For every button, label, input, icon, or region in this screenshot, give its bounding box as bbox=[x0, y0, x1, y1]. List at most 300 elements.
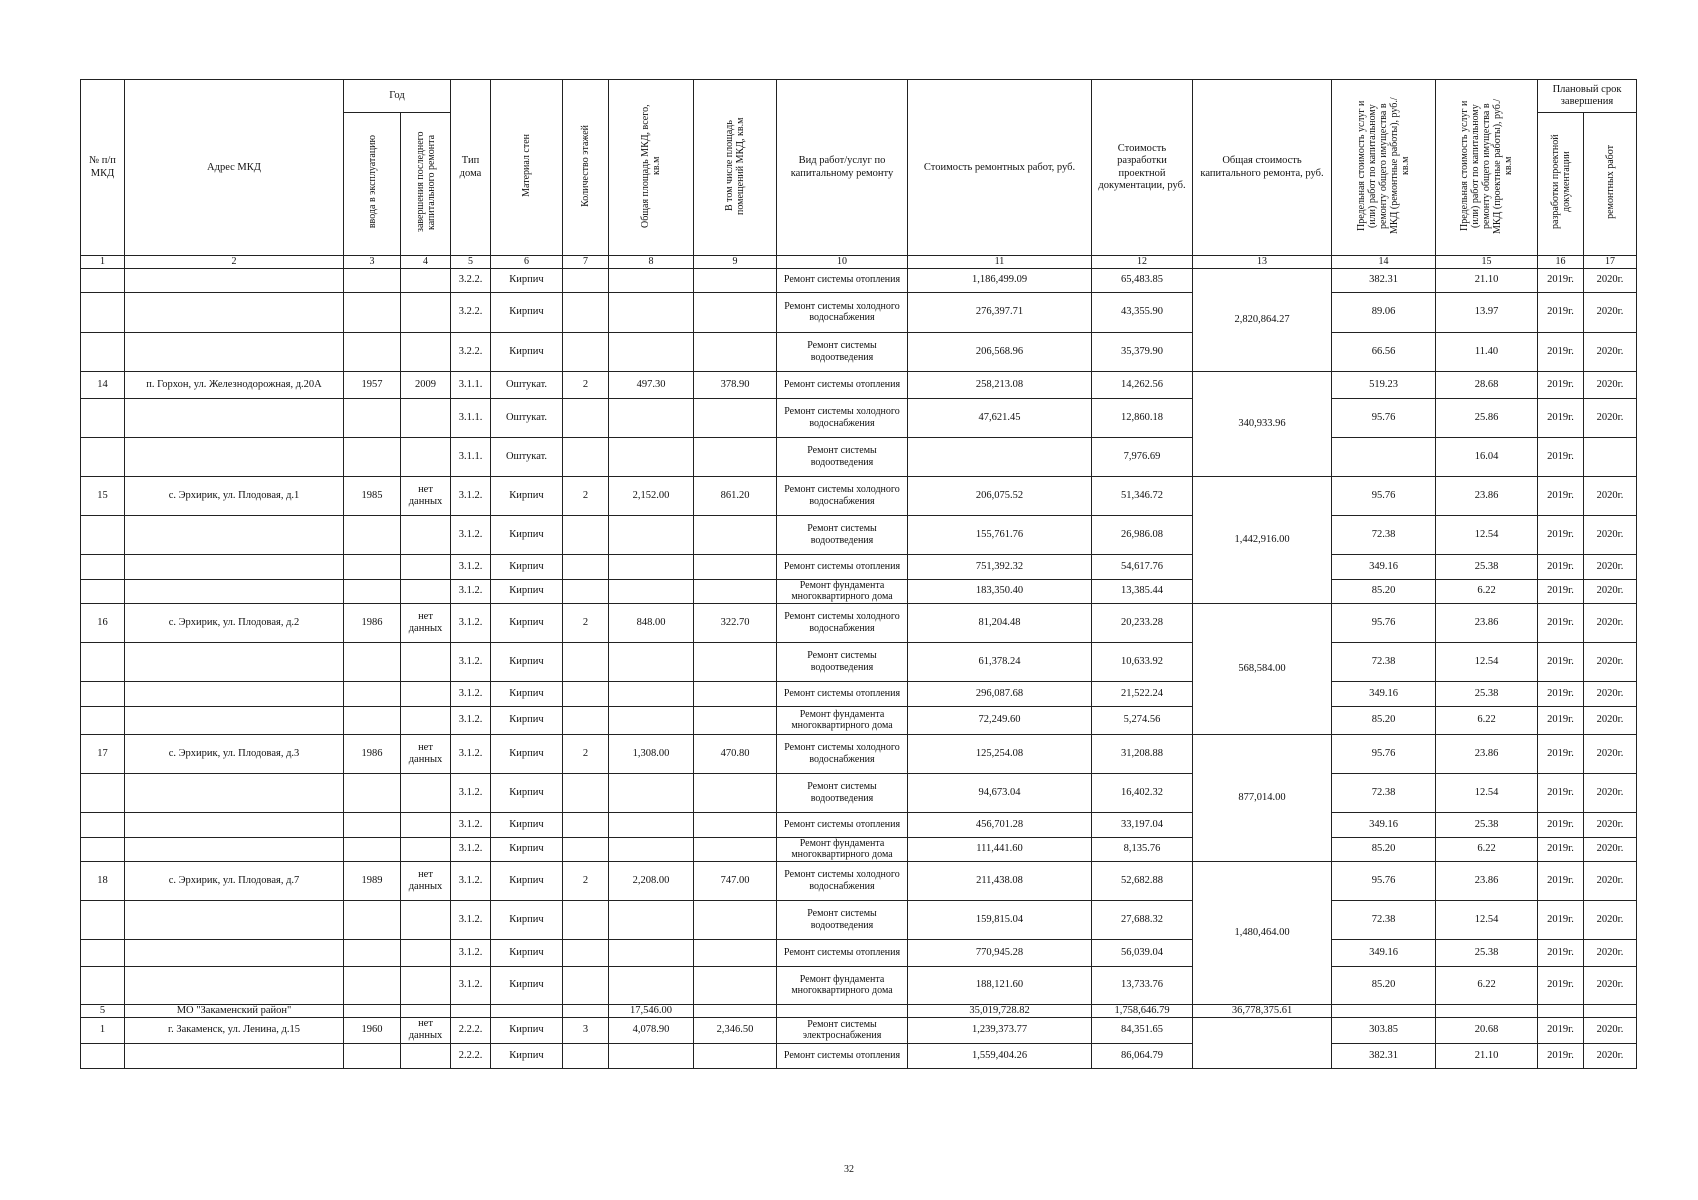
cell-address bbox=[125, 773, 344, 812]
cell-work-type: Ремонт фундамента многоквартирного дома bbox=[777, 837, 908, 861]
cell-repair-cost: 1,186,499.09 bbox=[908, 268, 1092, 292]
table-row bbox=[81, 603, 1637, 642]
cell-repair-cost: 159,815.04 bbox=[908, 900, 1092, 939]
table-row bbox=[81, 1017, 1637, 1043]
cell-repair-cost: 81,204.48 bbox=[908, 603, 1092, 642]
cell-deadline-design: 2019г. bbox=[1538, 1017, 1584, 1043]
column-number-cell: 10 bbox=[777, 256, 908, 269]
cell-year-commission bbox=[344, 554, 401, 579]
cell-deadline-repair: 2020г. bbox=[1584, 773, 1637, 812]
column-number-cell: 5 bbox=[451, 256, 491, 269]
cell-floors: 2 bbox=[563, 861, 609, 900]
cell-year-last-repair bbox=[401, 332, 451, 371]
cell-repair-cost: 188,121.60 bbox=[908, 966, 1092, 1004]
cell-design-cost: 65,483.85 bbox=[1092, 268, 1193, 292]
cell-wall-material: Кирпич bbox=[491, 332, 563, 371]
cell-design-cost: 27,688.32 bbox=[1092, 900, 1193, 939]
cell-limit-repair: 95.76 bbox=[1332, 398, 1436, 437]
cell-total-area: 1,308.00 bbox=[609, 734, 694, 773]
header-deadline-design: разработки проектной документации bbox=[1538, 113, 1584, 256]
cell-deadline-repair: 2020г. bbox=[1584, 681, 1637, 706]
table-row bbox=[81, 371, 1637, 398]
cell-repair-cost: 770,945.28 bbox=[908, 939, 1092, 966]
cell-year-last-repair bbox=[401, 1043, 451, 1068]
column-number-cell: 1 bbox=[81, 256, 125, 269]
cell-deadline-repair: 2020г. bbox=[1584, 476, 1637, 515]
cell-work-type: Ремонт системы холодного водоснабжения bbox=[777, 292, 908, 332]
table-row bbox=[81, 332, 1637, 371]
cell-design-cost: 13,385.44 bbox=[1092, 579, 1193, 603]
cell-deadline-repair: 2020г. bbox=[1584, 812, 1637, 837]
header-floors: Количество этажей bbox=[563, 80, 609, 256]
column-number-cell: 8 bbox=[609, 256, 694, 269]
cell-year-last-repair bbox=[401, 579, 451, 603]
cell-house-type: 3.2.2. bbox=[451, 268, 491, 292]
cell-limit-design: 23.86 bbox=[1436, 861, 1538, 900]
cell-wall-material: Кирпич bbox=[491, 900, 563, 939]
cell-wall-material: Кирпич bbox=[491, 812, 563, 837]
cell-total-area bbox=[609, 939, 694, 966]
cell-design-cost: 33,197.04 bbox=[1092, 812, 1193, 837]
cell-house-type: 3.2.2. bbox=[451, 332, 491, 371]
cell-year-last-repair bbox=[401, 642, 451, 681]
capital-repair-table bbox=[80, 79, 1637, 1069]
table-row bbox=[81, 681, 1637, 706]
cell-design-cost: 20,233.28 bbox=[1092, 603, 1193, 642]
cell-floors bbox=[563, 773, 609, 812]
cell-total-area bbox=[609, 579, 694, 603]
cell-floors bbox=[563, 900, 609, 939]
cell-total-area bbox=[609, 515, 694, 554]
cell-year-commission bbox=[344, 642, 401, 681]
cell-repair-cost: 47,621.45 bbox=[908, 398, 1092, 437]
cell-wall-material: Кирпич bbox=[491, 861, 563, 900]
column-number-cell: 16 bbox=[1538, 256, 1584, 269]
cell-year-last-repair bbox=[401, 1004, 451, 1017]
header-year-last-repair: завершения последнего капитального ремонта bbox=[401, 113, 451, 256]
cell-limit-design bbox=[1436, 1004, 1538, 1017]
column-number-cell: 6 bbox=[491, 256, 563, 269]
cell-design-cost: 8,135.76 bbox=[1092, 837, 1193, 861]
cell-work-type: Ремонт системы водоотведения bbox=[777, 900, 908, 939]
column-number-cell: 4 bbox=[401, 256, 451, 269]
cell-living-area: 470.80 bbox=[694, 734, 777, 773]
cell-living-area bbox=[694, 900, 777, 939]
cell-num bbox=[81, 579, 125, 603]
header-num: № п/п МКД bbox=[81, 80, 125, 256]
cell-house-type: 3.1.2. bbox=[451, 966, 491, 1004]
cell-num bbox=[81, 706, 125, 734]
cell-repair-cost: 94,673.04 bbox=[908, 773, 1092, 812]
cell-house-type: 2.2.2. bbox=[451, 1043, 491, 1068]
cell-deadline-repair: 2020г. bbox=[1584, 603, 1637, 642]
cell-wall-material: Кирпич bbox=[491, 734, 563, 773]
cell-address: с. Эрхирик, ул. Плодовая, д.3 bbox=[125, 734, 344, 773]
cell-repair-cost: 183,350.40 bbox=[908, 579, 1092, 603]
cell-limit-repair bbox=[1332, 437, 1436, 476]
table-row bbox=[81, 398, 1637, 437]
table-row bbox=[81, 939, 1637, 966]
cell-limit-repair: 349.16 bbox=[1332, 939, 1436, 966]
cell-deadline-design: 2019г. bbox=[1538, 861, 1584, 900]
cell-work-type: Ремонт системы холодного водоснабжения bbox=[777, 476, 908, 515]
cell-repair-cost: 35,019,728.82 bbox=[908, 1004, 1092, 1017]
cell-limit-repair: 382.31 bbox=[1332, 1043, 1436, 1068]
column-number-row bbox=[81, 256, 1637, 269]
column-number-cell: 17 bbox=[1584, 256, 1637, 269]
cell-address bbox=[125, 332, 344, 371]
cell-house-type: 3.1.2. bbox=[451, 734, 491, 773]
cell-floors bbox=[563, 515, 609, 554]
cell-deadline-repair: 2020г. bbox=[1584, 706, 1637, 734]
table-row bbox=[81, 900, 1637, 939]
cell-year-last-repair bbox=[401, 837, 451, 861]
cell-address bbox=[125, 939, 344, 966]
cell-living-area: 2,346.50 bbox=[694, 1017, 777, 1043]
header-wall-material: Материал стен bbox=[491, 80, 563, 256]
cell-work-type: Ремонт системы отопления bbox=[777, 554, 908, 579]
cell-limit-design: 23.86 bbox=[1436, 734, 1538, 773]
cell-living-area bbox=[694, 642, 777, 681]
cell-deadline-repair bbox=[1584, 1004, 1637, 1017]
cell-num bbox=[81, 812, 125, 837]
cell-num: 1 bbox=[81, 1017, 125, 1043]
cell-deadline-design: 2019г. bbox=[1538, 734, 1584, 773]
table-row bbox=[81, 773, 1637, 812]
cell-work-type: Ремонт системы холодного водоснабжения bbox=[777, 603, 908, 642]
cell-limit-design: 12.54 bbox=[1436, 900, 1538, 939]
cell-num bbox=[81, 332, 125, 371]
cell-wall-material: Кирпич bbox=[491, 1017, 563, 1043]
cell-floors bbox=[563, 437, 609, 476]
cell-total-area bbox=[609, 268, 694, 292]
cell-floors bbox=[563, 332, 609, 371]
cell-total-area bbox=[609, 332, 694, 371]
cell-year-last-repair: нет данных bbox=[401, 1017, 451, 1043]
cell-total-area bbox=[609, 681, 694, 706]
cell-limit-design: 23.86 bbox=[1436, 603, 1538, 642]
cell-year-last-repair: нет данных bbox=[401, 476, 451, 515]
cell-limit-design: 6.22 bbox=[1436, 706, 1538, 734]
cell-total-area bbox=[609, 966, 694, 1004]
cell-design-cost: 5,274.56 bbox=[1092, 706, 1193, 734]
cell-living-area: 322.70 bbox=[694, 603, 777, 642]
cell-floors bbox=[563, 706, 609, 734]
cell-year-last-repair bbox=[401, 966, 451, 1004]
cell-year-last-repair bbox=[401, 292, 451, 332]
cell-limit-repair: 72.38 bbox=[1332, 642, 1436, 681]
cell-wall-material: Кирпич bbox=[491, 642, 563, 681]
cell-floors bbox=[563, 554, 609, 579]
cell-year-commission bbox=[344, 900, 401, 939]
table-row bbox=[81, 292, 1637, 332]
cell-year-commission bbox=[344, 1004, 401, 1017]
cell-year-last-repair bbox=[401, 812, 451, 837]
cell-deadline-design: 2019г. bbox=[1538, 371, 1584, 398]
cell-num bbox=[81, 837, 125, 861]
cell-limit-repair bbox=[1332, 1004, 1436, 1017]
cell-repair-cost: 72,249.60 bbox=[908, 706, 1092, 734]
cell-deadline-design: 2019г. bbox=[1538, 939, 1584, 966]
table-row bbox=[81, 966, 1637, 1004]
cell-deadline-repair: 2020г. bbox=[1584, 900, 1637, 939]
cell-total-area bbox=[609, 554, 694, 579]
cell-limit-design: 12.54 bbox=[1436, 773, 1538, 812]
cell-deadline-design: 2019г. bbox=[1538, 900, 1584, 939]
cell-num: 15 bbox=[81, 476, 125, 515]
cell-address bbox=[125, 515, 344, 554]
cell-year-commission: 1986 bbox=[344, 603, 401, 642]
cell-house-type: 3.1.2. bbox=[451, 515, 491, 554]
cell-limit-repair: 95.76 bbox=[1332, 734, 1436, 773]
cell-wall-material: Кирпич bbox=[491, 476, 563, 515]
cell-work-type: Ремонт фундамента многоквартирного дома bbox=[777, 579, 908, 603]
cell-num bbox=[81, 292, 125, 332]
cell-living-area bbox=[694, 966, 777, 1004]
cell-year-commission bbox=[344, 1043, 401, 1068]
cell-living-area bbox=[694, 437, 777, 476]
cell-deadline-design: 2019г. bbox=[1538, 706, 1584, 734]
cell-house-type: 3.1.2. bbox=[451, 900, 491, 939]
cell-limit-design: 25.86 bbox=[1436, 398, 1538, 437]
cell-limit-design: 25.38 bbox=[1436, 681, 1538, 706]
cell-floors bbox=[563, 1004, 609, 1017]
table-row bbox=[81, 706, 1637, 734]
header-year-commission: ввода в эксплуатацию bbox=[344, 113, 401, 256]
cell-floors: 3 bbox=[563, 1017, 609, 1043]
header-total-cost: Общая стоимость капитального ремонта, руб. bbox=[1193, 80, 1332, 256]
cell-deadline-design: 2019г. bbox=[1538, 437, 1584, 476]
cell-work-type: Ремонт системы отопления bbox=[777, 681, 908, 706]
cell-house-type: 3.1.2. bbox=[451, 603, 491, 642]
cell-deadline-repair bbox=[1584, 437, 1637, 476]
cell-num bbox=[81, 1043, 125, 1068]
cell-year-commission bbox=[344, 812, 401, 837]
cell-deadline-design: 2019г. bbox=[1538, 966, 1584, 1004]
cell-deadline-repair: 2020г. bbox=[1584, 371, 1637, 398]
cell-num: 16 bbox=[81, 603, 125, 642]
cell-repair-cost: 206,568.96 bbox=[908, 332, 1092, 371]
cell-work-type: Ремонт системы отопления bbox=[777, 939, 908, 966]
column-number-cell: 12 bbox=[1092, 256, 1193, 269]
cell-deadline-design: 2019г. bbox=[1538, 554, 1584, 579]
cell-deadline-repair: 2020г. bbox=[1584, 939, 1637, 966]
cell-living-area bbox=[694, 268, 777, 292]
cell-living-area bbox=[694, 706, 777, 734]
cell-deadline-repair: 2020г. bbox=[1584, 1017, 1637, 1043]
cell-floors: 2 bbox=[563, 371, 609, 398]
cell-wall-material: Кирпич bbox=[491, 837, 563, 861]
cell-limit-repair: 349.16 bbox=[1332, 812, 1436, 837]
header-living-area: В том числе площадь помещений МКД, кв.м bbox=[694, 80, 777, 256]
cell-limit-repair: 85.20 bbox=[1332, 837, 1436, 861]
cell-year-commission bbox=[344, 706, 401, 734]
cell-design-cost: 16,402.32 bbox=[1092, 773, 1193, 812]
cell-deadline-repair: 2020г. bbox=[1584, 292, 1637, 332]
table-row bbox=[81, 837, 1637, 861]
cell-design-cost: 21,522.24 bbox=[1092, 681, 1193, 706]
cell-repair-cost: 751,392.32 bbox=[908, 554, 1092, 579]
cell-floors bbox=[563, 966, 609, 1004]
cell-design-cost: 10,633.92 bbox=[1092, 642, 1193, 681]
cell-floors bbox=[563, 292, 609, 332]
cell-limit-repair: 85.20 bbox=[1332, 706, 1436, 734]
cell-house-type: 3.1.2. bbox=[451, 706, 491, 734]
cell-year-commission: 1989 bbox=[344, 861, 401, 900]
cell-wall-material: Кирпич bbox=[491, 292, 563, 332]
cell-year-commission bbox=[344, 939, 401, 966]
cell-total-area bbox=[609, 900, 694, 939]
cell-num bbox=[81, 268, 125, 292]
cell-repair-cost: 211,438.08 bbox=[908, 861, 1092, 900]
cell-num bbox=[81, 437, 125, 476]
cell-year-commission: 1986 bbox=[344, 734, 401, 773]
cell-work-type: Ремонт системы холодного водоснабжения bbox=[777, 861, 908, 900]
cell-wall-material: Кирпич bbox=[491, 515, 563, 554]
cell-work-type: Ремонт системы водоотведения bbox=[777, 515, 908, 554]
cell-year-last-repair bbox=[401, 554, 451, 579]
cell-design-cost: 84,351.65 bbox=[1092, 1017, 1193, 1043]
cell-total-cost: 568,584.00 bbox=[1193, 603, 1332, 734]
table-row bbox=[81, 515, 1637, 554]
cell-floors bbox=[563, 939, 609, 966]
cell-limit-design: 25.38 bbox=[1436, 554, 1538, 579]
cell-address bbox=[125, 398, 344, 437]
cell-design-cost: 26,986.08 bbox=[1092, 515, 1193, 554]
cell-total-cost bbox=[1193, 1017, 1332, 1068]
cell-work-type: Ремонт системы холодного водоснабжения bbox=[777, 398, 908, 437]
cell-limit-design: 12.54 bbox=[1436, 515, 1538, 554]
cell-limit-design: 23.86 bbox=[1436, 476, 1538, 515]
cell-wall-material: Кирпич bbox=[491, 939, 563, 966]
cell-limit-repair: 89.06 bbox=[1332, 292, 1436, 332]
table-row bbox=[81, 734, 1637, 773]
cell-design-cost: 54,617.76 bbox=[1092, 554, 1193, 579]
column-number-cell: 14 bbox=[1332, 256, 1436, 269]
cell-deadline-repair: 2020г. bbox=[1584, 966, 1637, 1004]
cell-address bbox=[125, 268, 344, 292]
column-number-cell: 3 bbox=[344, 256, 401, 269]
cell-house-type: 3.1.2. bbox=[451, 554, 491, 579]
cell-deadline-repair: 2020г. bbox=[1584, 642, 1637, 681]
cell-year-commission bbox=[344, 837, 401, 861]
cell-house-type: 3.1.2. bbox=[451, 773, 491, 812]
cell-wall-material: Кирпич bbox=[491, 706, 563, 734]
header-total-area: Общая площадь МКД, всего, кв.м bbox=[609, 80, 694, 256]
cell-num bbox=[81, 900, 125, 939]
cell-num bbox=[81, 939, 125, 966]
cell-limit-design: 6.22 bbox=[1436, 579, 1538, 603]
cell-address: г. Закаменск, ул. Ленина, д.15 bbox=[125, 1017, 344, 1043]
cell-wall-material: Кирпич bbox=[491, 1043, 563, 1068]
cell-wall-material: Оштукат. bbox=[491, 437, 563, 476]
cell-year-commission bbox=[344, 579, 401, 603]
cell-wall-material: Кирпич bbox=[491, 681, 563, 706]
cell-repair-cost: 296,087.68 bbox=[908, 681, 1092, 706]
cell-floors bbox=[563, 681, 609, 706]
cell-year-commission bbox=[344, 966, 401, 1004]
cell-address bbox=[125, 900, 344, 939]
cell-limit-design: 6.22 bbox=[1436, 966, 1538, 1004]
cell-num: 14 bbox=[81, 371, 125, 398]
cell-house-type: 3.1.2. bbox=[451, 642, 491, 681]
cell-design-cost: 52,682.88 bbox=[1092, 861, 1193, 900]
cell-limit-repair: 72.38 bbox=[1332, 773, 1436, 812]
cell-house-type: 3.1.1. bbox=[451, 371, 491, 398]
cell-deadline-design: 2019г. bbox=[1538, 332, 1584, 371]
cell-house-type: 3.1.2. bbox=[451, 681, 491, 706]
cell-total-cost: 340,933.96 bbox=[1193, 371, 1332, 476]
cell-year-last-repair: нет данных bbox=[401, 861, 451, 900]
cell-design-cost: 35,379.90 bbox=[1092, 332, 1193, 371]
cell-house-type: 3.1.2. bbox=[451, 939, 491, 966]
cell-design-cost: 31,208.88 bbox=[1092, 734, 1193, 773]
column-number-cell: 7 bbox=[563, 256, 609, 269]
cell-house-type: 2.2.2. bbox=[451, 1017, 491, 1043]
cell-deadline-design: 2019г. bbox=[1538, 476, 1584, 515]
cell-wall-material: Оштукат. bbox=[491, 398, 563, 437]
cell-design-cost: 12,860.18 bbox=[1092, 398, 1193, 437]
cell-limit-design: 20.68 bbox=[1436, 1017, 1538, 1043]
cell-limit-design: 11.40 bbox=[1436, 332, 1538, 371]
cell-deadline-design bbox=[1538, 1004, 1584, 1017]
cell-deadline-design: 2019г. bbox=[1538, 292, 1584, 332]
cell-year-last-repair: нет данных bbox=[401, 603, 451, 642]
cell-floors bbox=[563, 268, 609, 292]
cell-total-area: 17,546.00 bbox=[609, 1004, 694, 1017]
cell-limit-repair: 95.76 bbox=[1332, 476, 1436, 515]
cell-limit-design: 25.38 bbox=[1436, 812, 1538, 837]
cell-total-area bbox=[609, 437, 694, 476]
cell-design-cost: 51,346.72 bbox=[1092, 476, 1193, 515]
cell-house-type: 3.1.2. bbox=[451, 837, 491, 861]
cell-work-type: Ремонт системы водоотведения bbox=[777, 773, 908, 812]
cell-deadline-design: 2019г. bbox=[1538, 773, 1584, 812]
cell-house-type: 3.1.2. bbox=[451, 579, 491, 603]
cell-address bbox=[125, 706, 344, 734]
cell-living-area bbox=[694, 398, 777, 437]
cell-deadline-repair: 2020г. bbox=[1584, 332, 1637, 371]
cell-total-area: 2,208.00 bbox=[609, 861, 694, 900]
cell-address: п. Горхон, ул. Железнодорожная, д.20А bbox=[125, 371, 344, 398]
table-row bbox=[81, 268, 1637, 292]
cell-num: 18 bbox=[81, 861, 125, 900]
cell-work-type: Ремонт фундамента многоквартирного дома bbox=[777, 706, 908, 734]
cell-design-cost: 86,064.79 bbox=[1092, 1043, 1193, 1068]
cell-limit-repair: 85.20 bbox=[1332, 966, 1436, 1004]
table-body bbox=[81, 268, 1637, 1068]
cell-living-area bbox=[694, 579, 777, 603]
cell-total-area bbox=[609, 1043, 694, 1068]
cell-deadline-design: 2019г. bbox=[1538, 642, 1584, 681]
cell-num bbox=[81, 398, 125, 437]
cell-repair-cost: 155,761.76 bbox=[908, 515, 1092, 554]
cell-repair-cost: 111,441.60 bbox=[908, 837, 1092, 861]
cell-repair-cost: 258,213.08 bbox=[908, 371, 1092, 398]
cell-address bbox=[125, 1043, 344, 1068]
cell-wall-material: Оштукат. bbox=[491, 371, 563, 398]
cell-living-area bbox=[694, 812, 777, 837]
cell-num: 5 bbox=[81, 1004, 125, 1017]
cell-work-type: Ремонт системы водоотведения bbox=[777, 332, 908, 371]
cell-wall-material: Кирпич bbox=[491, 268, 563, 292]
cell-limit-design: 12.54 bbox=[1436, 642, 1538, 681]
cell-work-type: Ремонт системы отопления bbox=[777, 268, 908, 292]
cell-wall-material bbox=[491, 1004, 563, 1017]
cell-total-cost: 2,820,864.27 bbox=[1193, 268, 1332, 371]
cell-limit-design: 21.10 bbox=[1436, 1043, 1538, 1068]
cell-living-area bbox=[694, 1043, 777, 1068]
